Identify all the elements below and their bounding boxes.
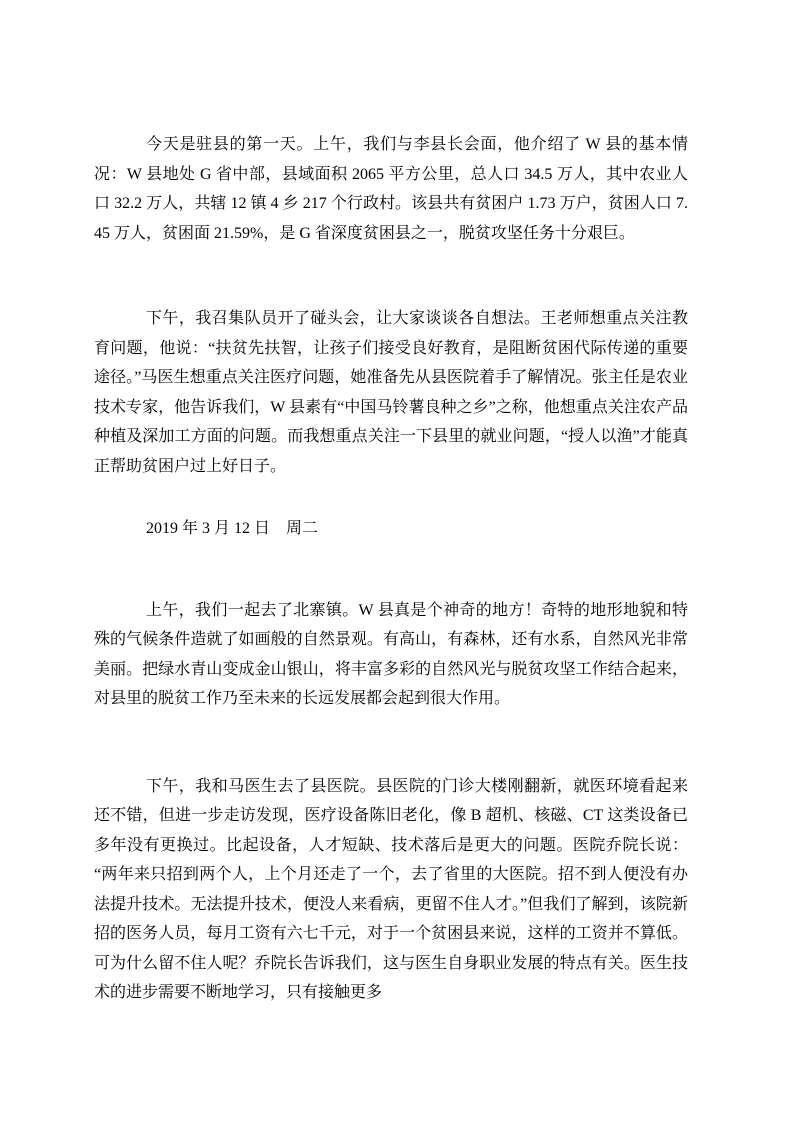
- diary-paragraph-day2-morning: 上午，我们一起去了北寨镇。W 县真是个神奇的地方！奇特的地形地貌和特殊的气候条件造就了如画般的自然景观。有高山，有森林，还有水系，自然风光非常美丽。把绿水青山变成金山银山，将丰富多彩的自然风光与脱贫攻坚工作结合起来，对县里的脱贫工作乃至未来的长远发展都会起到很大作用。: [94, 601, 688, 707]
- diary-paragraph-day1-morning: 今天是驻县的第一天。上午，我们与李县长会面，他介绍了 W 县的基本情况：W 县地处 G 省中部，县域面积 2065 平方公里，总人口 34.5 万人，其中农业人口 32.2 万人，共辖 12 镇 4 乡 217 个行政村。该县共有贫困户 1.73 万户，贫困人口 7.45 万人，贫困面 21.59%，是 G 省深度贫困县之一，脱贫攻坚任务十分艰巨。: [94, 136, 688, 242]
- diary-paragraph-day1-afternoon: 下午，我召集队员开了碰头会，让大家谈谈各自想法。王老师想重点关注教育问题，他说：“扶贫先扶智，让孩子们接受良好教育，是阻断贫困代际传递的重要途径。”马医生想重点关注医疗问题，她准备先从县医院着手了解情况。张主任是农业技术专家，他告诉我们，W 县素有“中国马铃薯良种之乡”之称，他想重点关注农产品种植及深加工方面的问题。而我想重点关注一下县里的就业问题，“授人以渔”才能真正帮助贫困户过上好日子。: [94, 310, 688, 475]
- diary-paragraph-day2-afternoon: 下午，我和马医生去了县医院。县医院的门诊大楼刚翻新，就医环境看起来还不错，但进一步走访发现，医疗设备陈旧老化，像 B 超机、核磁、CT 这类设备已多年没有更换过。比起设备，人才短缺、技术落后是更大的问题。医院乔院长说：“两年来只招到两个人，上个月还走了一个，去了省里的大医院。招不到人便没有办法提升技术。无法提升技术，便没人来看病，更留不住人才。”但我们了解到，该院新招的医务人员，每月工资有六七千元，对于一个贫困县来说，这样的工资并不算低。可为什么留不住人呢？乔院长告诉我们，这与医生自身职业发展的特点有关。医生技术的进步需要不断地学习，只有接触更多: [94, 777, 688, 1001]
- diary-date-heading: 2019 年 3 月 12 日 周二: [146, 520, 319, 537]
